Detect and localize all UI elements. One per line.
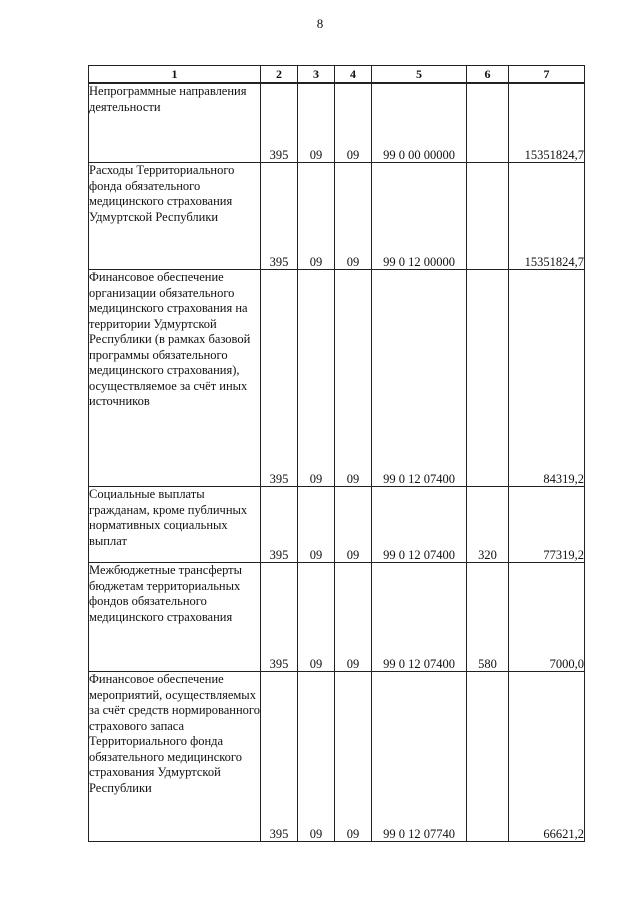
row-amount: 15351824,7: [509, 83, 585, 163]
row-amount: 7000,0: [509, 563, 585, 672]
row-target-article: 99 0 12 00000: [372, 163, 467, 270]
row-target-article: 99 0 12 07400: [372, 487, 467, 563]
header-col-6: 6: [467, 66, 509, 84]
row-expense-type: 580: [467, 563, 509, 672]
row-name: Расходы Территориального фонда обязательного медицинского страхования Удмуртской Республики: [89, 163, 261, 270]
row-expense-type: [467, 672, 509, 842]
header-col-5: 5: [372, 66, 467, 84]
row-gov-code: 395: [261, 563, 298, 672]
row-name: Финансовое обеспечение мероприятий, осуществляемых за счёт средств нормированного страхового запаса Территориального фонда обязательного медицинского страхования Удмуртской Республики: [89, 672, 261, 842]
row-subsection: 09: [335, 163, 372, 270]
page-number: 8: [316, 16, 324, 31]
row-target-article: 99 0 12 07740: [372, 672, 467, 842]
row-target-article: 99 0 12 07400: [372, 270, 467, 487]
header-col-7: 7: [509, 66, 585, 84]
table-row: [89, 563, 585, 672]
header-col-3: 3: [298, 66, 335, 84]
row-amount: 77319,2: [509, 487, 585, 563]
row-gov-code: 395: [261, 83, 298, 163]
row-amount: 15351824,7: [509, 163, 585, 270]
row-amount: 84319,2: [509, 270, 585, 487]
row-gov-code: 395: [261, 672, 298, 842]
row-subsection: 09: [335, 672, 372, 842]
budget-table: [88, 65, 585, 842]
row-subsection: 09: [335, 487, 372, 563]
header-col-4: 4: [335, 66, 372, 84]
row-subsection: 09: [335, 563, 372, 672]
row-amount: 66621,2: [509, 672, 585, 842]
row-expense-type: [467, 83, 509, 163]
row-expense-type: [467, 270, 509, 487]
header-col-2: 2: [261, 66, 298, 84]
row-section: 09: [298, 563, 335, 672]
header-col-1: 1: [89, 66, 261, 84]
row-name: Межбюджетные трансферты бюджетам территориальных фондов обязательного медицинского страхования: [89, 563, 261, 672]
table-row: [89, 270, 585, 487]
row-target-article: 99 0 12 07400: [372, 563, 467, 672]
table-row: [89, 83, 585, 163]
row-section: 09: [298, 83, 335, 163]
header-row: [89, 66, 585, 84]
row-section: 09: [298, 672, 335, 842]
row-name: Финансовое обеспечение организации обязательного медицинского страхования на территории Удмуртской Республики (в рамках базовой программы обязательного медицинского страхования), осуществляемое за счёт иных источников: [89, 270, 261, 487]
table-row: [89, 163, 585, 270]
row-section: 09: [298, 270, 335, 487]
row-section: 09: [298, 163, 335, 270]
row-name: Социальные выплаты гражданам, кроме публичных нормативных социальных выплат: [89, 487, 261, 563]
row-subsection: 09: [335, 83, 372, 163]
row-gov-code: 395: [261, 270, 298, 487]
row-gov-code: 395: [261, 163, 298, 270]
row-expense-type: 320: [467, 487, 509, 563]
row-name: Непрограммные направления деятельности: [89, 83, 261, 163]
row-target-article: 99 0 00 00000: [372, 83, 467, 163]
row-gov-code: 395: [261, 487, 298, 563]
table-row: [89, 672, 585, 842]
row-expense-type: [467, 163, 509, 270]
table-row: [89, 487, 585, 563]
row-section: 09: [298, 487, 335, 563]
row-subsection: 09: [335, 270, 372, 487]
